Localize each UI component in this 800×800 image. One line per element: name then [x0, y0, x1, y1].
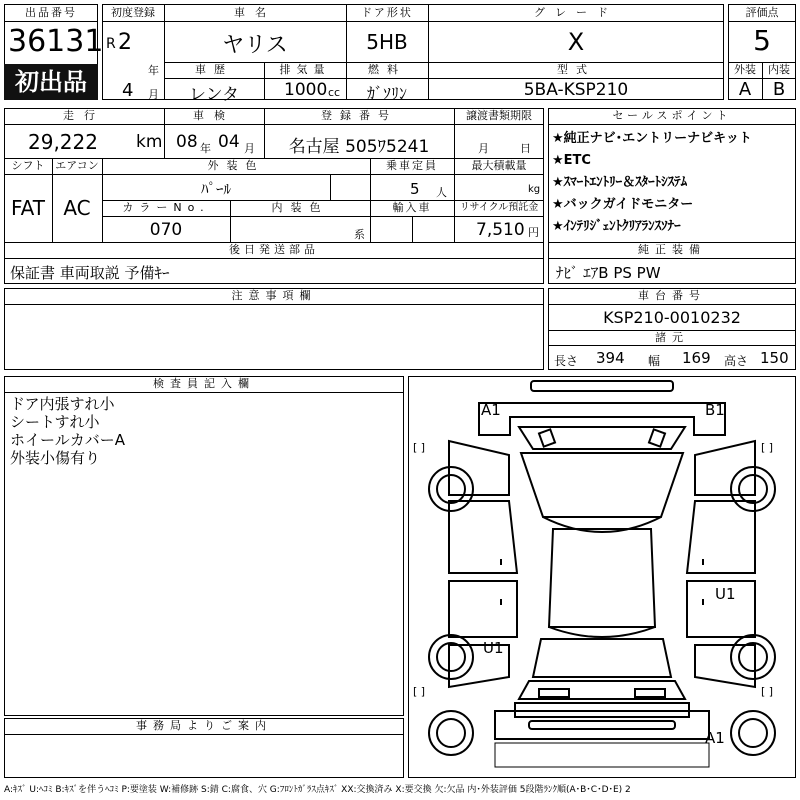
- divider: [4, 304, 544, 305]
- divider: [4, 174, 544, 175]
- width-label: 幅: [648, 354, 661, 368]
- divider: [548, 345, 796, 346]
- inspector-line: ドア内張すれ小: [10, 395, 115, 413]
- interior-header: 内装色: [271, 201, 329, 214]
- divider: [164, 78, 724, 79]
- era-label: R: [106, 36, 116, 52]
- history-header: 車歴: [195, 63, 233, 76]
- plate-value: 名古屋 505ﾜ5241: [288, 137, 430, 157]
- insp-month: 04: [218, 132, 240, 152]
- car-diagram: [408, 376, 796, 778]
- reg-month: 4: [122, 80, 134, 101]
- height-value: 150: [760, 349, 789, 367]
- office-header: 事務局よりご案内: [136, 719, 272, 732]
- notes-header: 注意事項欄: [231, 289, 317, 302]
- ext-score: A: [738, 79, 752, 100]
- color-value: ﾊﾟｰﾙ: [200, 180, 231, 198]
- inspector-line: ホイールカバーA: [10, 431, 125, 449]
- load-header: 最大積載量: [471, 159, 527, 172]
- capacity-unit: 人: [436, 186, 447, 199]
- ext-header: 外装: [734, 63, 756, 76]
- equip-value: ﾅﾋﾞ ｴｱB PS PW: [556, 264, 661, 282]
- shift-value: FAT: [10, 196, 45, 220]
- divider: [102, 216, 544, 217]
- length-label: 長さ: [554, 354, 579, 368]
- name-header: 車名: [234, 6, 276, 19]
- recycle-unit: 円: [528, 226, 539, 239]
- chassis-value: KSP210-0010232: [603, 308, 741, 327]
- bracket-mark: [ ]: [413, 441, 426, 454]
- damage-mark-a1-front: A1: [481, 401, 501, 419]
- divider: [4, 124, 544, 125]
- sales-points: [552, 128, 796, 238]
- int-header: 内装: [768, 63, 790, 76]
- transfer-header: 譲渡書類期限: [466, 109, 532, 122]
- door-type: 5HB: [366, 30, 408, 54]
- color-header: 外装色: [207, 159, 265, 172]
- inspector-line: シートすれ小: [10, 413, 100, 431]
- sales-item: ★ｲﾝﾃﾘｼﾞｪﾝﾄｸﾘｱﾗﾝｽｿﾅｰ: [552, 219, 681, 234]
- sales-item: ★純正ナビ･エントリーナビキット: [552, 131, 752, 146]
- fuel-value: ｶﾞｿﾘﾝ: [366, 84, 407, 103]
- displacement-header: 排気量: [279, 63, 331, 76]
- insp-year: 08: [176, 132, 198, 152]
- fuel-header: 燃料: [368, 63, 406, 76]
- sales-item: ★ｽﾏｰﾄｴﾝﾄﾘｰ＆ｽﾀｰﾄｼｽﾃﾑ: [552, 175, 688, 190]
- sales-item: ★バックガイドモニター: [552, 197, 694, 212]
- bracket-mark: [ ]: [761, 685, 774, 698]
- divider: [4, 734, 404, 735]
- divider: [548, 258, 796, 259]
- mileage-value: 29,222: [28, 130, 98, 154]
- divider: [4, 258, 544, 259]
- chassis-header: 車台番号: [638, 289, 706, 302]
- later-parts-value: 保証書 車両取説 予備ｷｰ: [10, 264, 170, 282]
- interior-suffix: 系: [354, 228, 365, 241]
- recycle-value: 7,510: [476, 220, 525, 240]
- history-value: レンタ: [189, 85, 239, 105]
- sales-header: セールスポイント: [612, 109, 732, 122]
- model-value: 5BA-KSP210: [523, 80, 629, 100]
- insp-year-unit: 年: [200, 142, 211, 155]
- reg-year: 2: [118, 30, 132, 55]
- int-score: B: [772, 79, 786, 100]
- displacement-value: 1000: [284, 80, 328, 100]
- colorno-value: 070: [149, 220, 183, 240]
- score-value: 5: [753, 24, 771, 57]
- divider: [102, 21, 724, 22]
- car-name: ヤリス: [222, 33, 288, 58]
- door-header: ドア形状: [361, 6, 413, 19]
- grade-value: X: [567, 28, 585, 56]
- car-outline-svg: [409, 377, 795, 777]
- lot-number: 36131: [8, 24, 104, 59]
- transfer-month: 月: [478, 142, 489, 155]
- reg-header: 初度登録: [111, 6, 155, 19]
- insp-month-unit: 月: [244, 142, 255, 155]
- later-parts-header: 後日発送部品: [229, 243, 319, 256]
- inspector-header: 検査員記入欄: [153, 377, 255, 390]
- divider: [728, 21, 796, 22]
- divider: [4, 392, 404, 393]
- lot-header: 出品番号: [25, 6, 77, 19]
- bracket-mark: [ ]: [761, 441, 774, 454]
- mileage-header: 走行: [63, 109, 105, 122]
- inspector-notes: [10, 395, 125, 467]
- ac-value: AC: [63, 196, 91, 220]
- height-label: 高さ: [724, 354, 749, 368]
- damage-mark-u1-right: U1: [715, 585, 736, 603]
- first-listing-badge: 初出品: [4, 64, 98, 100]
- divider: [412, 216, 413, 242]
- cc-unit: cc: [328, 86, 341, 99]
- grade-header: グレード: [534, 6, 618, 19]
- km-unit: km: [136, 132, 163, 152]
- damage-mark-b1: B1: [705, 401, 725, 419]
- damage-mark-u1-left: U1: [483, 639, 504, 657]
- width-value: 169: [682, 349, 711, 367]
- legend-text: A:ｷｽﾞ U:ﾍｺﾐ B:ｷｽﾞを伴うﾍｺﾐ P:要塗装 W:補修跡 S:錆 C:腐食、穴 G:ﾌﾛﾝﾄｶﾞﾗｽ点ｷｽﾞ XX:交換済み X:要交換 欠:欠品 内･外装評価 5段階ﾗﾝｸ順(A･B･C･D･E) 2: [4, 785, 631, 795]
- length-value: 394: [596, 349, 625, 367]
- capacity-header: 乗車定員: [386, 159, 438, 172]
- score-header: 評価点: [745, 6, 779, 19]
- ac-header: エアコン: [55, 159, 99, 172]
- inspector-line: 外装小傷有り: [10, 449, 101, 467]
- divider: [548, 304, 796, 305]
- colorno-header: カラーNo.: [122, 201, 210, 214]
- divider: [330, 174, 331, 200]
- recycle-header: リサイクル預託金: [459, 202, 539, 213]
- model-header: 型式: [557, 63, 595, 76]
- dims-header: 諸元: [655, 331, 689, 344]
- plate-header: 登録番号: [321, 109, 397, 122]
- bracket-mark: [ ]: [413, 685, 426, 698]
- month-unit: 月: [148, 88, 159, 101]
- divider: [4, 21, 98, 22]
- equip-header: 純正装備: [638, 243, 706, 256]
- year-unit: 年: [148, 64, 159, 77]
- transfer-day: 日: [520, 142, 531, 155]
- sales-item: ★ETC: [552, 153, 591, 168]
- damage-mark-a1-rear: A1: [705, 729, 725, 747]
- capacity-value: 5: [410, 180, 420, 198]
- load-unit: kg: [528, 184, 541, 195]
- inspection-header: 車検: [193, 109, 235, 122]
- shift-header: シフト: [11, 159, 45, 172]
- import-header: 輸入車: [392, 201, 432, 214]
- divider: [548, 124, 796, 125]
